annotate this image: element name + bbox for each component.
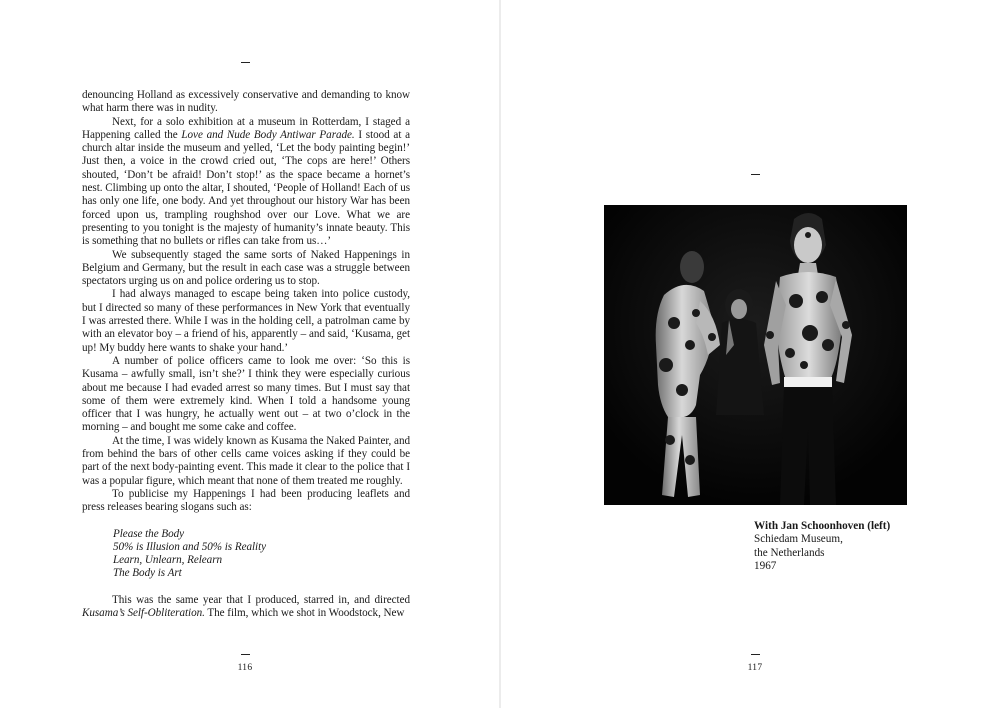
paragraph: At the time, I was widely known as Kusama the Naked Painter, and from behind the bars of other cells came voices asking if they could be part of the next body-painting event. This made it clear to the police that I was a popular figure, which meant that none of them treated me roughly. — [82, 434, 410, 487]
caption-title: With Jan Schoonhoven (left) — [754, 520, 891, 532]
paragraph: I had always managed to escape being taken into police custody, but I directed so many of these performances in New York that eventually I was arrested there. While I was in the holding cell, a patrolman came by with an elevator boy – a friend of his, apparently – and said, ‘Kusama, get up! My buddy here wants to shake your hand.’ — [82, 288, 410, 354]
paragraph: denouncing Holland as excessively conservative and demanding to know what harm there was in nudity. — [82, 89, 410, 115]
film-title: Kusama’s Self-Obliteration. — [82, 607, 205, 620]
slogan: The Body is Art — [113, 567, 182, 580]
caption-location: Schiedam Museum, — [754, 533, 843, 546]
bottom-dash-left — [241, 654, 250, 655]
slogan: Please the Body — [113, 527, 185, 540]
photo-caption — [754, 520, 954, 573]
paragraph: Next, for a solo exhibition at a museum in Rotterdam, I staged a Happening called the Love and Nude Body Antiwar Parade. I stood at a church altar inside the museum and yelled, ‘Let the body painting begin!’ Just then, a voice in the crowd cried out, ‘The cops are here!’ Others shouted, ‘Don’t be afraid! Don’t stop!’ as the space became a hornet’s nest. Climbing up onto the altar, I shouted, ‘People of Holland! Each of us has only one life, one body. And yet throughout our history War has been forced upon us, trampling roughshod over our Love. What we are presenting to you tonight is the majesty of humanity’s innate beauty. This is something that no bullets or rifles can take from us…’ — [82, 115, 410, 248]
slogan: Learn, Unlearn, Relearn — [113, 554, 223, 567]
slogan-list — [113, 528, 410, 581]
paragraph: A number of police officers came to look me over: ‘So this is Kusama – awfully small, isn’t she?’ I think they were especially curious about me because I had evaded arrest so many times. But I must say that some of them were extremely kind. When I told a handsome young officer that I was hungry, he actually went out – at two o’clock in the morning – and bought me some cake and coffee. — [82, 354, 410, 434]
paragraph: This was the same year that I produced, starred in, and directed Kusama’s Self-Obliteration. The film, which we shot in Woodstock, New — [82, 593, 410, 620]
body-text — [82, 89, 410, 621]
bottom-dash-right — [751, 654, 760, 655]
top-dash-left — [241, 62, 250, 63]
page-number-right: 117 — [747, 663, 763, 673]
paragraph: We subsequently staged the same sorts of Naked Happenings in Belgium and Germany, but the result in each case was a struggle between spectators urging us on and police ordering us to stop. — [82, 248, 410, 288]
photograph — [604, 205, 907, 505]
top-dash-right — [751, 174, 760, 175]
caption-country: the Netherlands — [754, 546, 825, 559]
page-number-left: 116 — [237, 663, 253, 673]
slogan: 50% is Illusion and 50% is Reality — [113, 540, 267, 553]
spread-fold — [499, 0, 501, 708]
caption-year: 1967 — [754, 559, 777, 572]
paragraph: To publicise my Happenings I had been producing leaflets and press releases bearing slogans such as: — [82, 487, 410, 514]
work-title: Love and Nude Body Antiwar Parade. — [181, 128, 355, 141]
